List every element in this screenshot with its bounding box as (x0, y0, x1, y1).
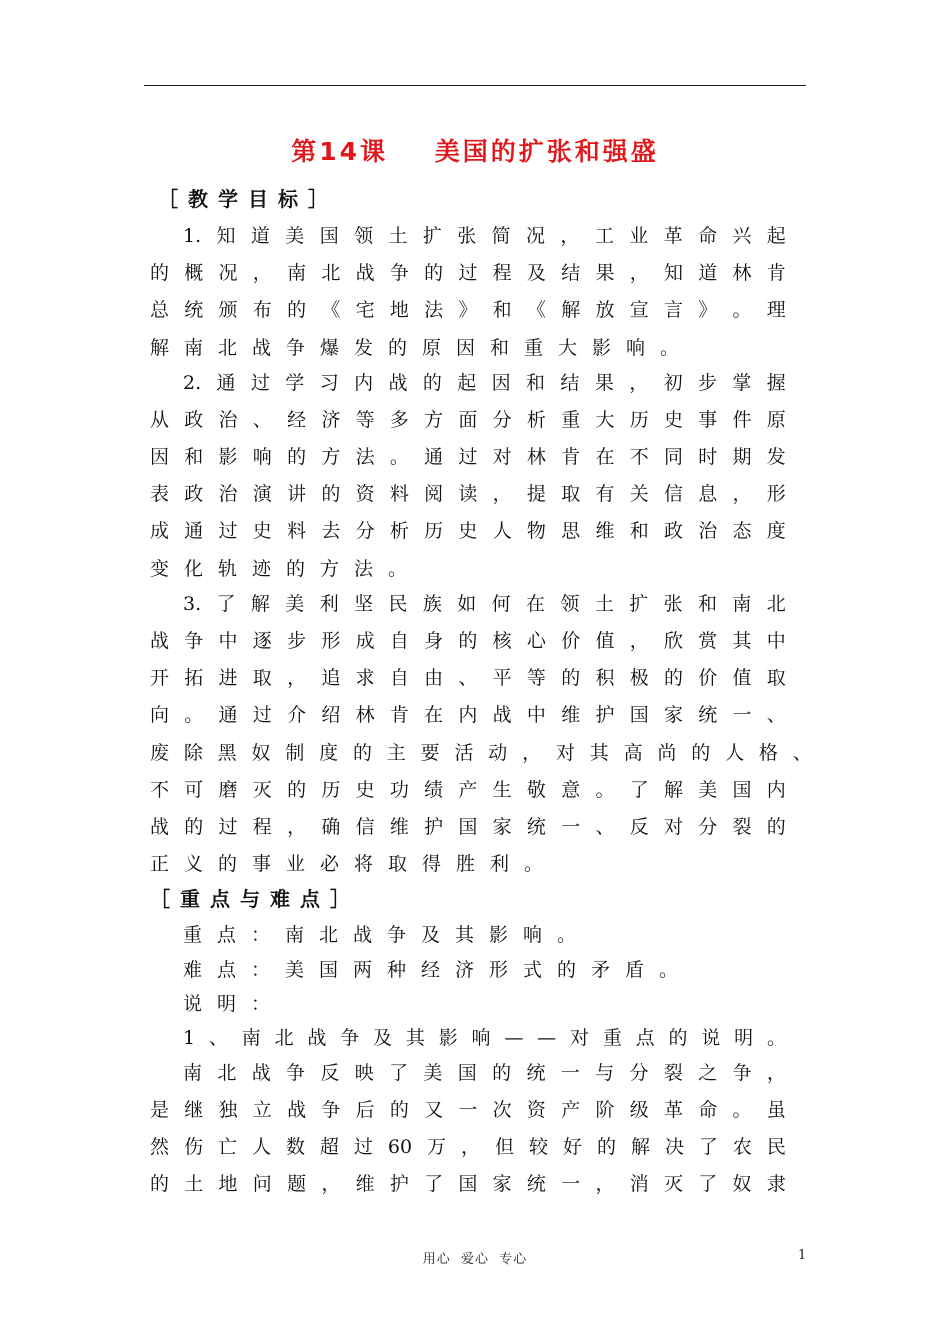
text-line: 说明： (183, 993, 286, 1015)
header-rule (144, 85, 806, 86)
text-line: 难点：美国两种经济形式的矛盾。 (183, 959, 694, 981)
text-line: 的 概 况 ， 南 北 战 争 的 过 程 及 结 果 ， 知 道 林 肯 (150, 262, 786, 284)
text-line: 1 、 南 北 战 争 及 其 影 响 — — 对 重 点 的 说 明 。 (183, 1027, 786, 1049)
text-line: 废 除 黑 奴 制 度 的 主 要 活 动 ， 对 其 高 尚 的 人 格 、 (150, 742, 812, 764)
text-line: 从 政 治 、 经 济 等 多 方 面 分 析 重 大 历 史 事 件 原 (150, 409, 786, 431)
footer-slogan: 用心 爱心 专心 (422, 1252, 528, 1267)
text-line: 解南北战争爆发的原因和重大影响。 (150, 337, 695, 359)
text-line: 2. 通 过 学 习 内 战 的 起 因 和 结 果 ， 初 步 掌 握 (183, 372, 786, 394)
text-line: 因 和 影 响 的 方 法 。 通 过 对 林 肯 在 不 同 时 期 发 (150, 446, 786, 468)
text-line: 是 继 独 立 战 争 后 的 又 一 次 资 产 阶 级 革 命 。 虽 (150, 1099, 786, 1121)
text-line: 正义的事业必将取得胜利。 (150, 853, 559, 875)
text-line: 1. 知 道 美 国 领 土 扩 张 简 况 ， 工 业 革 命 兴 起 (183, 225, 786, 247)
text-line: 重点：南北战争及其影响。 (183, 924, 592, 946)
text-line: 3. 了 解 美 利 坚 民 族 如 何 在 领 土 扩 张 和 南 北 (183, 593, 786, 615)
focus-heading: ［重点与难点］ (150, 887, 360, 911)
text-line: 表 政 治 演 讲 的 资 料 阅 读 ， 提 取 有 关 信 息 ， 形 (150, 483, 786, 505)
text-line: 总 统 颁 布 的 《 宅 地 法 》 和 《 解 放 宣 言 》 。 理 (150, 299, 786, 321)
text-line: 变化轨迹的方法。 (150, 558, 423, 580)
text-line: 的 土 地 问 题 ， 维 护 了 国 家 统 一 ， 消 灭 了 奴 隶 (150, 1173, 786, 1195)
text-line: 战 的 过 程 ， 确 信 维 护 国 家 统 一 、 反 对 分 裂 的 (150, 816, 786, 838)
text-line: 成 通 过 史 料 去 分 析 历 史 人 物 思 维 和 政 治 态 度 (150, 520, 786, 542)
lesson-title: 第14课 美国的扩张和强盛 (291, 137, 659, 166)
text-line: 开 拓 进 取 ， 追 求 自 由 、 平 等 的 积 极 的 价 值 取 (150, 667, 786, 689)
text-line: 南 北 战 争 反 映 了 美 国 的 统 一 与 分 裂 之 争 ， (183, 1062, 786, 1084)
text-line: 不 可 磨 灭 的 历 史 功 绩 产 生 敬 意 。 了 解 美 国 内 (150, 779, 786, 801)
text-line: 向 。 通 过 介 绍 林 肯 在 内 战 中 维 护 国 家 统 一 、 (150, 704, 786, 726)
text-line: 然 伤 亡 人 数 超 过 60 万 ， 但 较 好 的 解 决 了 农 民 (150, 1136, 786, 1158)
text-line: 战 争 中 逐 步 形 成 自 身 的 核 心 价 值 ， 欣 赏 其 中 (150, 630, 786, 652)
goals-heading: ［教学目标］ (158, 187, 338, 211)
page-number: 1 (798, 1248, 807, 1263)
